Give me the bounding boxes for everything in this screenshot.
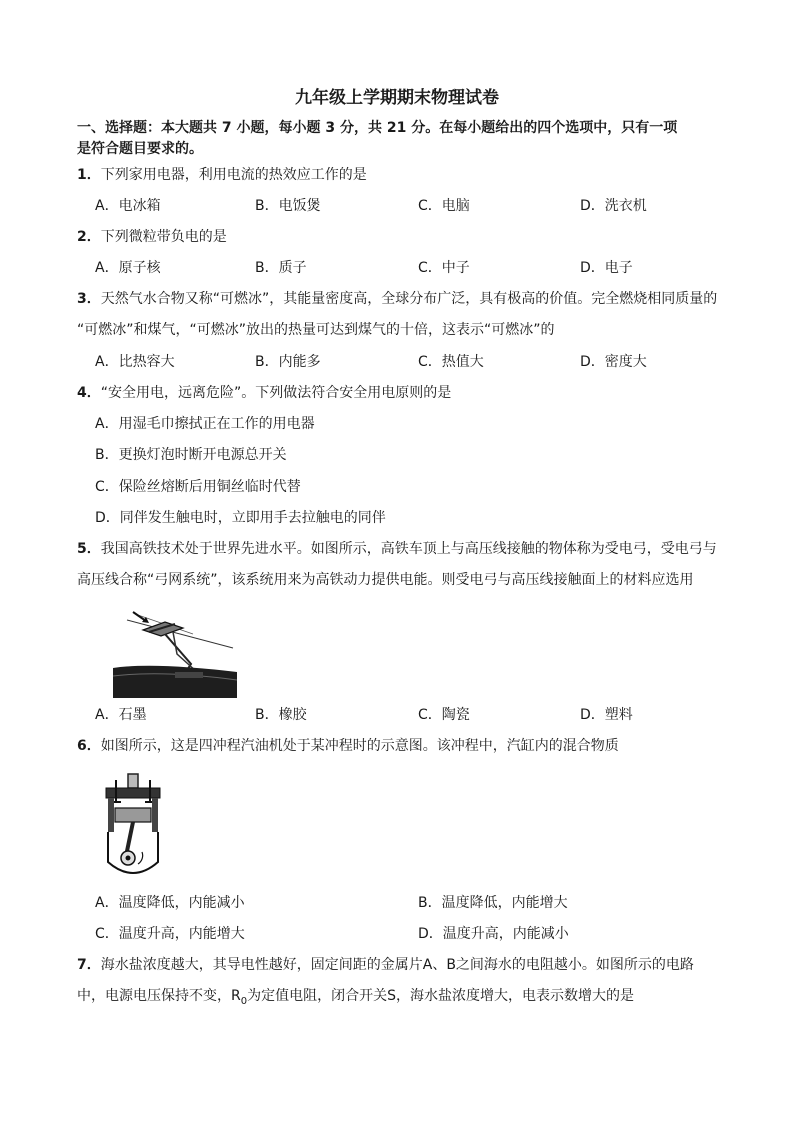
q1-option-a: A．电冰箱: [95, 198, 161, 214]
question-7-line1: [77, 955, 694, 975]
q4-option-b: B．更换灯泡时断开电源总开关: [95, 447, 287, 463]
q2-option-b: B．质子: [255, 260, 307, 276]
q4-option-d: D．同伴发生触电时，立即用手去拉触电的同伴: [95, 510, 386, 526]
crank-pin: [126, 856, 131, 861]
engine-cylinder-figure: [98, 772, 168, 882]
q5-option-b: B．橡胶: [255, 707, 307, 723]
q3-option-c: C．热值大: [418, 354, 484, 370]
train-roof: [113, 666, 237, 698]
subscript: 0: [240, 995, 248, 1007]
section-heading-line1: 一、选择题：本大题共 7 小题，每小题 3 分，共 21 分。在每小题给出的四个选项中，只有一项: [77, 120, 678, 136]
question-number: 7．: [77, 957, 101, 973]
pantograph-base: [175, 672, 203, 678]
q3-option-a: A．比热容大: [95, 354, 175, 370]
q1-option-c: C．电脑: [418, 198, 470, 214]
q5-option-a: A．石墨: [95, 707, 147, 723]
piston: [115, 808, 151, 822]
question-text: 下列家用电器，利用电流的热效应工作的是: [100, 167, 367, 183]
q2-option-a: A．原子核: [95, 260, 161, 276]
question-5-line2: 高压线合称“弓网系统”，该系统用来为高铁动力提供电能。则受电弓与高压线接触面上的材料应选用: [77, 572, 694, 588]
question-text: “安全用电，远离危险”。下列做法符合安全用电原则的是: [100, 385, 452, 401]
question-number: 6．: [77, 738, 101, 754]
question-text: 如图所示，这是四冲程汽油机处于某冲程时的示意图。该冲程中，汽缸内的混合物质: [100, 738, 619, 754]
cylinder-head: [106, 788, 160, 798]
q6-option-c: C．温度升高，内能增大: [95, 926, 245, 942]
q5-option-c: C．陶瓷: [418, 707, 470, 723]
question-number: 4．: [77, 385, 101, 401]
question-text: 天然气水合物又称“可燃冰”，其能量密度高，全球分布广泛，具有极高的价值。完全燃烧相同质量的: [100, 291, 718, 307]
spark-plug-icon: [128, 774, 138, 788]
question-number: 5．: [77, 541, 101, 557]
question-3-line2: “可燃冰”和煤气，“可燃冰”放出的热量可达到煤气的十倍，这表示“可燃冰”的: [77, 322, 555, 338]
q3-option-d: D．密度大: [580, 354, 647, 370]
q6-option-a: A．温度降低，内能减小: [95, 895, 245, 911]
question-text-part: 为定值电阻，闭合开关S，海水盐浓度增大，电表示数增大的是: [247, 988, 634, 1004]
q2-option-d: D．电子: [580, 260, 633, 276]
question-7-line2: [77, 986, 634, 1006]
cylinder-wall: [152, 798, 158, 832]
q5-option-d: D．塑料: [580, 707, 633, 723]
q6-option-b: B．温度降低，内能增大: [418, 895, 568, 911]
question-number: 2．: [77, 229, 101, 245]
question-6: [77, 736, 619, 756]
q4-option-a: A．用湿毛巾擦拭正在工作的用电器: [95, 416, 315, 432]
question-text: 海水盐浓度越大，其导电性越好，固定间距的金属片A、B之间海水的电阻越小。如图所示的电路: [100, 957, 694, 973]
question-2: [77, 227, 227, 247]
overhead-wire: [127, 620, 233, 648]
question-4: [77, 383, 451, 403]
q4-option-c: C．保险丝熔断后用铜丝临时代替: [95, 479, 301, 495]
section-heading-line2: 是符合题目要求的。: [77, 141, 203, 157]
q3-option-b: B．内能多: [255, 354, 321, 370]
question-text: 下列微粒带负电的是: [100, 229, 227, 245]
question-3-line1: [77, 289, 717, 309]
question-text-part: 中，电源电压保持不变，R: [77, 988, 241, 1004]
rotation-arrow-icon: [138, 852, 143, 864]
question-1: [77, 165, 367, 185]
q6-option-d: D．温度升高，内能减小: [418, 926, 569, 942]
question-number: 3．: [77, 291, 101, 307]
q1-option-d: D．洗衣机: [580, 198, 647, 214]
question-5-line1: [77, 539, 717, 559]
question-text: 我国高铁技术处于世界先进水平。如图所示，高铁车顶上与高压线接触的物体称为受电弓，受电弓与: [100, 541, 717, 557]
pantograph-figure: [113, 606, 237, 698]
question-number: 1．: [77, 167, 101, 183]
page-title: 九年级上学期期末物理试卷: [295, 88, 499, 108]
q1-option-b: B．电饭煲: [255, 198, 321, 214]
q2-option-c: C．中子: [418, 260, 470, 276]
cylinder-wall: [108, 798, 114, 832]
pantograph-head: [143, 622, 183, 636]
